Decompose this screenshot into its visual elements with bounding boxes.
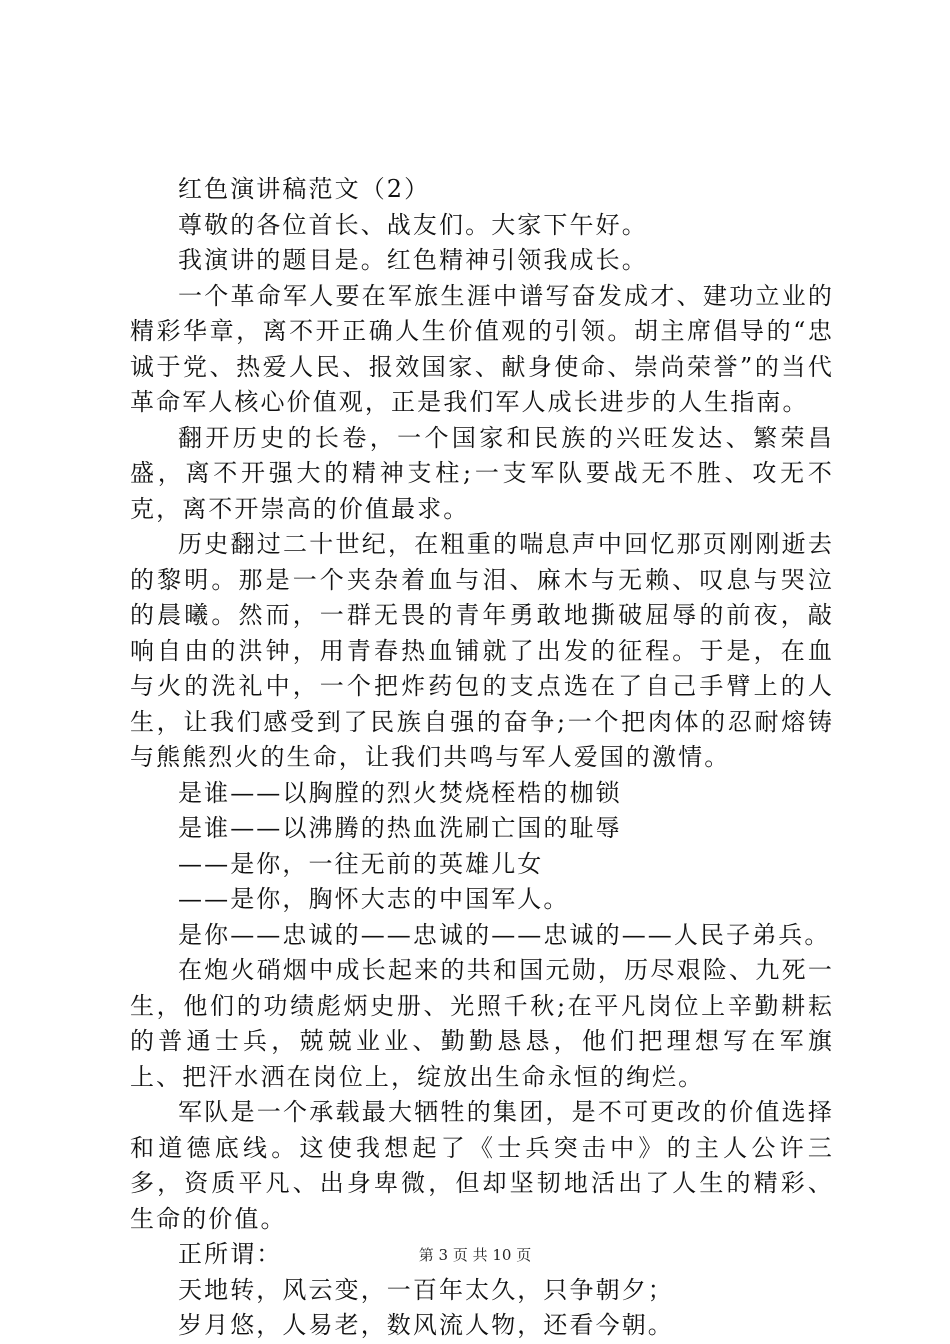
verse-line: 是谁——以胸膛的烈火焚烧桎梏的枷锁 bbox=[178, 778, 622, 807]
paragraph: 翻开历史的长卷，一个国家和民族的兴旺发达、繁荣昌盛，离不开强大的精神支柱;一支军队要战无不胜、攻无不克，离不开崇高的价值最求。 bbox=[130, 423, 834, 523]
verse-line: 天地转，风云变，一百年太久，只争朝夕； bbox=[178, 1275, 674, 1304]
verse-line: 是你——忠诚的——忠诚的——忠诚的——人民子弟兵。 bbox=[178, 920, 831, 949]
paragraph: 正所谓： bbox=[178, 1240, 283, 1268]
verse-line: 是谁——以沸腾的热血洗刷亡国的耻辱 bbox=[178, 814, 622, 842]
verse-line: ——是你，一往无前的英雄儿女 bbox=[178, 849, 544, 878]
salutation: 尊敬的各位首长、战友们。大家下午好。 bbox=[178, 210, 648, 239]
document-body bbox=[130, 172, 834, 1344]
paragraph: 军队是一个承载最大牺牲的集团，是不可更改的价值选择和道德底线。这使我想起了《士兵突击中》的主人公许三多，资质平凡、出身卑微，但却坚韧地活出了人生的精彩、生命的价值。 bbox=[130, 1098, 834, 1233]
verse-line: ——是你，胸怀大志的中国军人。 bbox=[178, 885, 570, 913]
paragraph: 历史翻过二十世纪，在粗重的喘息声中回忆那页刚刚逝去的黎明。那是一个夹杂着血与泪、麻木与无赖、叹息与哭泣的晨曦。然而，一群无畏的青年勇敢地撕破屈辱的前夜，敲响自由的洪钟，用青春热血铺就了出发的征程。于是，在血与火的洗礼中，一个把炸药包的支点选在了自己手臂上的人生，让我们感受到了民族自强的奋争;一个把肉体的忍耐熔铸与熊熊烈火的生命，让我们共鸣与军人爱国的激情。 bbox=[130, 530, 834, 771]
verse-line: 岁月悠，人易老，数风流人物，还看今朝。 bbox=[178, 1311, 674, 1339]
paragraph: 一个革命军人要在军旅生涯中谱写奋发成才、建功立业的精彩华章，离不开正确人生价值观的引领。胡主席倡导的“忠诚于党、热爱人民、报效国家、献身使命、崇尚荣誉”的当代革命军人核心价值观，正是我们军人成长进步的人生指南。 bbox=[130, 281, 834, 416]
document-title: 红色演讲稿范文（2） bbox=[178, 175, 431, 203]
speech-topic: 我演讲的题目是。红色精神引领我成长。 bbox=[178, 246, 648, 274]
page-footer: 第 3 页 共 10 页 bbox=[418, 1246, 532, 1264]
paragraph: 在炮火硝烟中成长起来的共和国元勋，历尽艰险、九死一生，他们的功绩彪炳史册、光照千秋;在平凡岗位上辛勤耕耘的普通士兵，兢兢业业、勤勤恳恳，他们把理想写在军旗上、把汗水洒在岗位上，绽放出生命永恒的绚烂。 bbox=[130, 956, 834, 1091]
